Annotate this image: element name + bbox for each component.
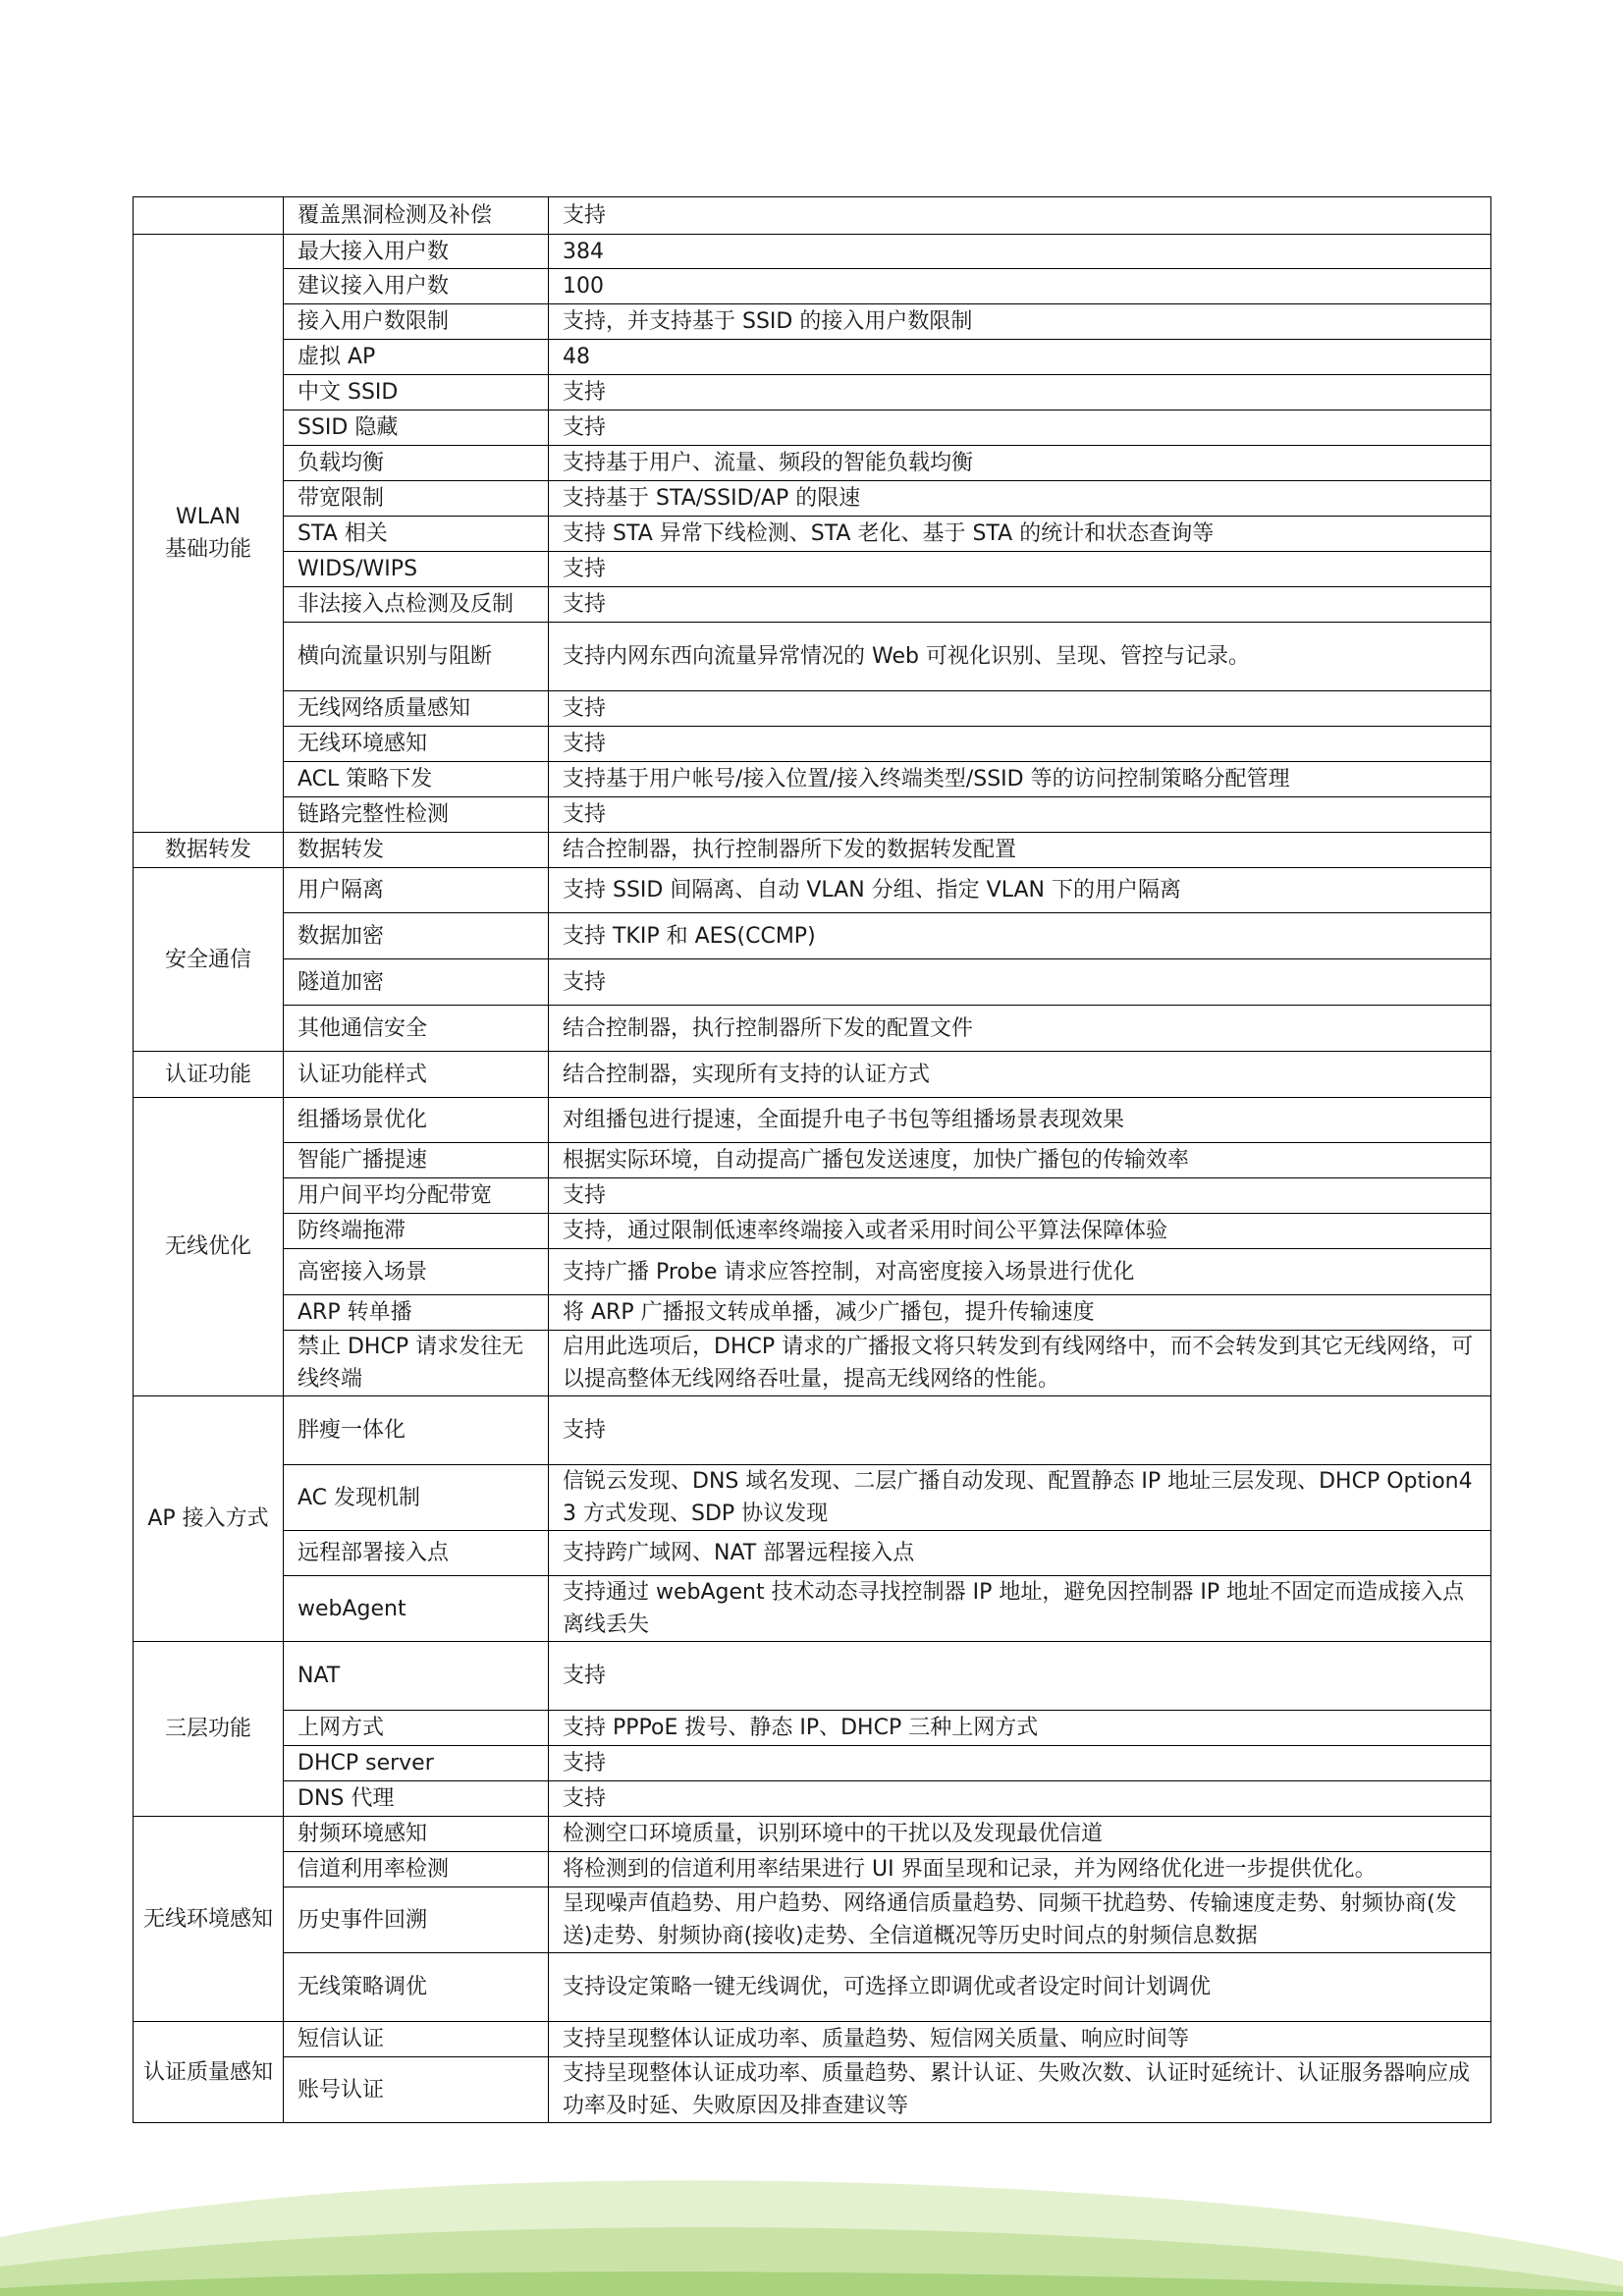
table-row (134, 797, 1491, 833)
detail-cell: 支持广播 Probe 请求应答控制，对高密度接入场景进行优化 (549, 1249, 1491, 1295)
detail-cell: 根据实际环境，自动提高广播包发送速度，加快广播包的传输效率 (549, 1143, 1491, 1178)
feature-cell: 隧道加密 (284, 959, 549, 1006)
table-row (134, 1642, 1491, 1711)
table-row (134, 1817, 1491, 1852)
detail-cell: 结合控制器，实现所有支持的认证方式 (549, 1052, 1491, 1098)
table-row (134, 1295, 1491, 1331)
feature-cell: 无线网络质量感知 (284, 691, 549, 727)
category-cell: 认证功能 (134, 1052, 284, 1098)
table-row (134, 304, 1491, 340)
detail-cell: 支持 (549, 959, 1491, 1006)
feature-cell: 远程部署接入点 (284, 1531, 549, 1576)
feature-cell: WIDS/WIPS (284, 552, 549, 587)
category-cell: 认证质量感知 (134, 2022, 284, 2123)
detail-cell: 支持基于用户帐号/接入位置/接入终端类型/SSID 等的访问控制策略分配管理 (549, 762, 1491, 797)
detail-cell: 支持 (549, 375, 1491, 410)
feature-cell: 短信认证 (284, 2022, 549, 2057)
feature-cell: webAgent (284, 1576, 549, 1642)
detail-cell: 信锐云发现、DNS 域名发现、二层广播自动发现、配置静态 IP 地址三层发现、DHCP Option43 方式发现、SDP 协议发现 (549, 1465, 1491, 1531)
detail-cell: 支持设定策略一键无线调优，可选择立即调优或者设定时间计划调优 (549, 1953, 1491, 2022)
detail-cell: 100 (549, 269, 1491, 304)
detail-cell: 支持 PPPoE 拨号、静态 IP、DHCP 三种上网方式 (549, 1711, 1491, 1746)
detail-cell: 支持 (549, 797, 1491, 833)
table-row (134, 446, 1491, 481)
feature-cell: 接入用户数限制 (284, 304, 549, 340)
detail-cell: 支持 (549, 727, 1491, 762)
detail-cell: 支持，并支持基于 SSID 的接入用户数限制 (549, 304, 1491, 340)
table-row (134, 269, 1491, 304)
table-row (134, 481, 1491, 517)
category-cell: 无线优化 (134, 1098, 284, 1396)
category-cell: AP 接入方式 (134, 1396, 284, 1642)
detail-cell: 支持 (549, 1396, 1491, 1465)
table-row (134, 868, 1491, 913)
detail-cell: 支持 (549, 1746, 1491, 1781)
category-cell: WLAN 基础功能 (134, 235, 284, 833)
category-cell: 安全通信 (134, 868, 284, 1052)
detail-cell: 支持跨广域网、NAT 部署远程接入点 (549, 1531, 1491, 1576)
feature-cell: 射频环境感知 (284, 1817, 549, 1852)
detail-cell: 检测空口环境质量，识别环境中的干扰以及发现最优信道 (549, 1817, 1491, 1852)
feature-cell: 虚拟 AP (284, 340, 549, 375)
detail-cell: 支持 (549, 1781, 1491, 1817)
detail-cell: 支持呈现整体认证成功率、质量趋势、累计认证、失败次数、认证时延统计、认证服务器响应成功率及时延、失败原因及排查建议等 (549, 2057, 1491, 2123)
detail-cell: 支持，通过限制低速率终端接入或者采用时间公平算法保障体验 (549, 1214, 1491, 1249)
table-row (134, 197, 1491, 235)
table-row (134, 340, 1491, 375)
table-row (134, 1098, 1491, 1143)
spec-table (133, 196, 1491, 2123)
feature-cell: 上网方式 (284, 1711, 549, 1746)
detail-cell: 支持 (549, 1178, 1491, 1214)
feature-cell: 信道利用率检测 (284, 1852, 549, 1887)
feature-cell: 用户隔离 (284, 868, 549, 913)
feature-cell: 中文 SSID (284, 375, 549, 410)
feature-cell: 禁止 DHCP 请求发往无线终端 (284, 1331, 549, 1396)
detail-cell: 支持 (549, 691, 1491, 727)
detail-cell: 支持基于用户、流量、频段的智能负载均衡 (549, 446, 1491, 481)
detail-cell: 支持通过 webAgent 技术动态寻找控制器 IP 地址，避免因控制器 IP 地址不固定而造成接入点离线丢失 (549, 1576, 1491, 1642)
table-row (134, 959, 1491, 1006)
category-cell (134, 197, 284, 235)
detail-cell: 支持 (549, 1642, 1491, 1711)
feature-cell: 胖瘦一体化 (284, 1396, 549, 1465)
category-cell: 无线环境感知 (134, 1817, 284, 2022)
table-row (134, 1178, 1491, 1214)
table-row (134, 517, 1491, 552)
feature-cell: 无线环境感知 (284, 727, 549, 762)
table-row (134, 762, 1491, 797)
decorative-wave-footer (0, 2168, 1623, 2296)
feature-cell: 数据加密 (284, 913, 549, 959)
table-row (134, 833, 1491, 868)
table-row (134, 1396, 1491, 1465)
feature-cell: 防终端拖滞 (284, 1214, 549, 1249)
feature-cell: 认证功能样式 (284, 1052, 549, 1098)
feature-cell: 无线策略调优 (284, 1953, 549, 2022)
feature-cell: AC 发现机制 (284, 1465, 549, 1531)
detail-cell: 支持内网东西向流量异常情况的 Web 可视化识别、呈现、管控与记录。 (549, 623, 1491, 691)
table-row (134, 410, 1491, 446)
table-row (134, 552, 1491, 587)
detail-cell: 启用此选项后，DHCP 请求的广播报文将只转发到有线网络中，而不会转发到其它无线网络，可以提高整体无线网络吞吐量，提高无线网络的性能。 (549, 1331, 1491, 1396)
feature-cell: 用户间平均分配带宽 (284, 1178, 549, 1214)
feature-cell: 链路完整性检测 (284, 797, 549, 833)
table-row (134, 1052, 1491, 1098)
detail-cell: 将 ARP 广播报文转成单播，减少广播包，提升传输速度 (549, 1295, 1491, 1331)
detail-cell: 支持 (549, 587, 1491, 623)
feature-cell: NAT (284, 1642, 549, 1711)
detail-cell: 呈现噪声值趋势、用户趋势、网络通信质量趋势、同频干扰趋势、传输速度走势、射频协商(发送)走势、射频协商(接收)走势、全信道概况等历史时间点的射频信息数据 (549, 1887, 1491, 1953)
feature-cell: 历史事件回溯 (284, 1887, 549, 1953)
feature-cell: 智能广播提速 (284, 1143, 549, 1178)
detail-cell: 384 (549, 235, 1491, 269)
feature-cell: 其他通信安全 (284, 1006, 549, 1052)
feature-cell: 建议接入用户数 (284, 269, 549, 304)
feature-cell: 负载均衡 (284, 446, 549, 481)
table-row (134, 2022, 1491, 2057)
table-row (134, 1214, 1491, 1249)
detail-cell: 对组播包进行提速，全面提升电子书包等组播场景表现效果 (549, 1098, 1491, 1143)
table-row (134, 1006, 1491, 1052)
feature-cell: 最大接入用户数 (284, 235, 549, 269)
feature-cell: DNS 代理 (284, 1781, 549, 1817)
table-row (134, 1953, 1491, 2022)
table-row (134, 623, 1491, 691)
table-row (134, 691, 1491, 727)
table-row (134, 1143, 1491, 1178)
table-row (134, 1249, 1491, 1295)
table-row (134, 1746, 1491, 1781)
feature-cell: 高密接入场景 (284, 1249, 549, 1295)
table-row (134, 235, 1491, 269)
detail-cell: 结合控制器，执行控制器所下发的数据转发配置 (549, 833, 1491, 868)
feature-cell: DHCP server (284, 1746, 549, 1781)
feature-cell: 数据转发 (284, 833, 549, 868)
table-row (134, 1887, 1491, 1953)
detail-cell: 支持 (549, 552, 1491, 587)
detail-cell: 支持 SSID 间隔离、自动 VLAN 分组、指定 VLAN 下的用户隔离 (549, 868, 1491, 913)
feature-cell: SSID 隐藏 (284, 410, 549, 446)
detail-cell: 支持 (549, 197, 1491, 235)
table-row (134, 913, 1491, 959)
feature-cell: 账号认证 (284, 2057, 549, 2123)
feature-cell: 横向流量识别与阻断 (284, 623, 549, 691)
detail-cell: 结合控制器，执行控制器所下发的配置文件 (549, 1006, 1491, 1052)
detail-cell: 支持呈现整体认证成功率、质量趋势、短信网关质量、响应时间等 (549, 2022, 1491, 2057)
detail-cell: 支持 STA 异常下线检测、STA 老化、基于 STA 的统计和状态查询等 (549, 517, 1491, 552)
category-cell: 数据转发 (134, 833, 284, 868)
table-row (134, 1465, 1491, 1531)
table-row (134, 587, 1491, 623)
table-row (134, 1331, 1491, 1396)
feature-cell: 组播场景优化 (284, 1098, 549, 1143)
table-row (134, 1576, 1491, 1642)
feature-cell: 覆盖黑洞检测及补偿 (284, 197, 549, 235)
detail-cell: 48 (549, 340, 1491, 375)
detail-cell: 支持基于 STA/SSID/AP 的限速 (549, 481, 1491, 517)
category-cell: 三层功能 (134, 1642, 284, 1817)
table-row (134, 1781, 1491, 1817)
detail-cell: 支持 (549, 410, 1491, 446)
spec-table-body (134, 197, 1491, 2123)
feature-cell: ARP 转单播 (284, 1295, 549, 1331)
table-row (134, 727, 1491, 762)
feature-cell: ACL 策略下发 (284, 762, 549, 797)
table-row (134, 1711, 1491, 1746)
feature-cell: STA 相关 (284, 517, 549, 552)
table-row (134, 2057, 1491, 2123)
detail-cell: 支持 TKIP 和 AES(CCMP) (549, 913, 1491, 959)
detail-cell: 将检测到的信道利用率结果进行 UI 界面呈现和记录，并为网络优化进一步提供优化。 (549, 1852, 1491, 1887)
feature-cell: 非法接入点检测及反制 (284, 587, 549, 623)
table-row (134, 375, 1491, 410)
table-row (134, 1531, 1491, 1576)
table-row (134, 1852, 1491, 1887)
feature-cell: 带宽限制 (284, 481, 549, 517)
